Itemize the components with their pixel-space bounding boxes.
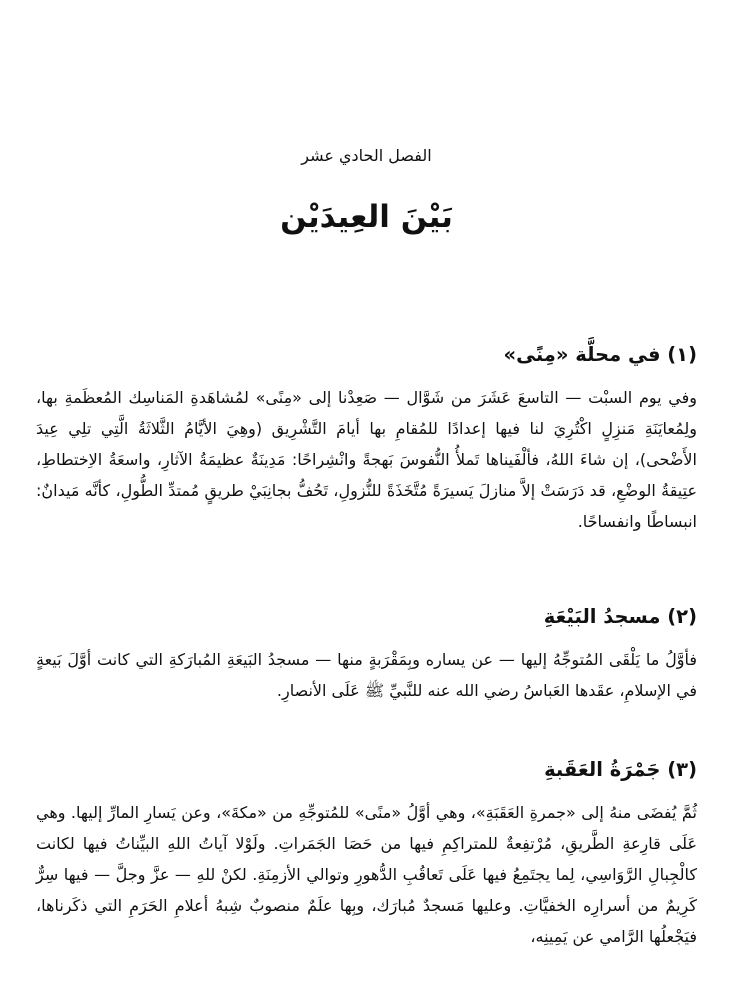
section-mina: [36, 342, 697, 537]
chapter-label: الفصل الحادي عشر: [301, 146, 432, 165]
section-heading: (٢) مسجدُ البَيْعَةِ: [543, 605, 697, 628]
chapter-title: بَيْنَ العِيدَيْن: [280, 199, 453, 235]
section-bayah-mosque: [36, 604, 697, 706]
section-jamrat-al-aqaba: [36, 757, 697, 952]
document-page: [36, 0, 697, 1000]
section-paragraph: فأوَّلُ ما يَلْقَى المُتوجِّهُ إليها — عن يساره وبِمَقْرَبةٍ منها — مسجدُ البَيعَةِ المُبارَكةِ التي كانت أوَّلَ بَيعةٍ في الإسلامِ، عقَدها العَباسُ رضي الله عنه للنَّبيِّ ﷺ عَلَى الأنصارِ.: [36, 650, 697, 701]
section-paragraph: ثُمَّ يُفضَى منهُ إلى «جمرةِ العَقَبَةِ»، وهي أوَّلُ «منًى» للمُتوجِّهِ من «مكةَ»، وعن يَسارِ المارِّ إليها. وهي عَلَى قارِعةِ الطَّريقِ، مُرْتفِعةٌ للمتراكِمِ فيها من حَصَا الجَمَراتِ. ولَوْلا آياتُ اللهِ البيِّناتُ فيها لكانت كالْجِبالِ الرَّوَاسِي، لِما يجتَمِعُ فيها عَلَى تَعاقُبِ الدُّهورِ وتوالي الأزمِنَةِ. لكنْ للهِ — عزَّ وجلَّ — فيها سِرٌّ كَرِيمٌ من أسرارِه الخفيَّاتِ. وعليها مَسجدٌ مُبارَك، وبِها علَمٌ منصوبٌ شِبهُ أعلامِ الحَرَمِ التي ذكَرناها، فيَجْعلُها الرَّامي عن يَمِينِه،: [36, 803, 697, 947]
section-heading: (٣) جَمْرَةُ العَقَبةِ: [544, 758, 697, 781]
section-heading: (١) في محلَّة «مِنًى»: [503, 343, 697, 366]
section-paragraph: وفي يوم السبْت — التاسعَ عَشَرَ من شَوَّال — صَعِدْنا إلى «مِنًى» لمُشاهَدةِ المَناسِك المُعظَمةِ بها، ولِمُعايَنَةِ مَنزِلٍ اكْتُرِيَ لنا فيها إعدادًا للمُقامِ بها أيامَ التَّشْرِيق (وهِيَ الأيَّامُ الثَّلاثَةُ الَّتِي تلِي عِيدَ الأَضْحى)، إن شاءَ اللهُ، فألْفَيناها تَملأُ النُّفوسَ بَهجةً وانْشِراحًا: مَدِينَةٌ عظيمَةُ الآثارِ، واسعَةُ الاِختطاطِ، عتِيقةُ الوضْعِ، قد دَرَسَتْ إلاَّ منازلَ يَسيرَةً مُتَّخَذَةً للنُّزولِ، تَحُفُّ بجانِبَيْ طريقٍ مُمتدِّ الطُّولِ، كأنَّه مَيدانٌ: انبساطًا وانفساحًا.: [36, 388, 697, 532]
